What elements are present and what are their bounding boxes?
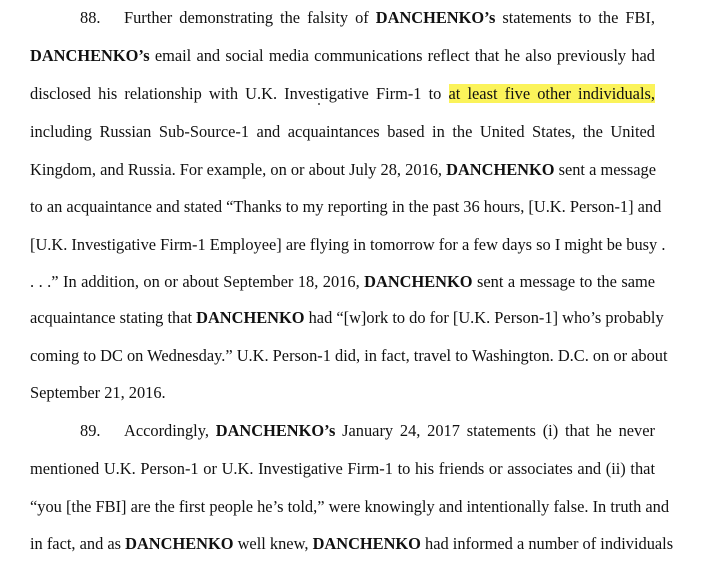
danchenko-name: DANCHENKO’s — [215, 421, 336, 440]
paragraph-88-line-5: Kingdom, and Russia. For example, on or about July 28, 2016, DANCHENKO sent a message — [30, 160, 656, 179]
paragraph-89-line-4: in fact, and as DANCHENKO well knew, DANCHENKO had informed a number of individuals — [30, 534, 674, 553]
paragraph-88-line-9: acquaintance stating that DANCHENKO had “[w]ork to do for [U.K. Person-1] who’s probably — [30, 308, 664, 327]
danchenko-name: DANCHENKO — [446, 160, 555, 179]
danchenko-name: DANCHENKO — [364, 272, 473, 291]
paragraph-88-line-1: 88. Further demonstrating the falsity of DANCHENKO’s statements to the FBI, — [80, 8, 655, 27]
paragraph-88-line-11: September 21, 2016. — [30, 383, 166, 402]
paragraph-88-line-3: disclosed his relationship with U.K. Investigative Firm-1 to at least five other individuals, — [30, 84, 655, 103]
paragraph-88-line-4: including Russian Sub-Source-1 and acquaintances based in the United States, the United — [30, 122, 655, 141]
danchenko-name: DANCHENKO — [312, 534, 421, 553]
danchenko-name: DANCHENKO — [125, 534, 234, 553]
paragraph-88-line-10: coming to DC on Wednesday.” U.K. Person-1 did, in fact, travel to Washington. D.C. on or about — [30, 346, 668, 365]
paragraph-88-line-6: to an acquaintance and stated “Thanks to my reporting in the past 36 hours, [U.K. Person-1] and — [30, 197, 662, 216]
paragraph-number-88: 88. — [80, 8, 101, 27]
paragraph-number-89: 89. — [80, 421, 101, 440]
danchenko-name: DANCHENKO’s — [30, 46, 150, 65]
danchenko-name: DANCHENKO — [196, 308, 305, 327]
danchenko-name: DANCHENKO’s — [375, 8, 496, 27]
paragraph-88-line-8: . . .” In addition, on or about September 18, 2016, DANCHENKO sent a message to the same — [30, 272, 655, 291]
paragraph-88-line-2: DANCHENKO’s email and social media communications reflect that he also previously had — [30, 46, 655, 65]
highlighted-phrase: at least five other individuals, — [448, 84, 655, 103]
paragraph-89-line-1: 89. Accordingly, DANCHENKO’s January 24, 2017 statements (i) that he never — [80, 421, 655, 440]
paragraph-89-line-2: mentioned U.K. Person-1 or U.K. Investigative Firm-1 to his friends or associates and (ii) that — [30, 459, 655, 478]
paragraph-89-line-3: “you [the FBI] are the first people he’s told,” were knowingly and intentionally false. In truth and — [30, 497, 670, 516]
paragraph-88-line-7: [U.K. Investigative Firm-1 Employee] are flying in tomorrow for a few days so I might be busy . — [30, 235, 666, 254]
